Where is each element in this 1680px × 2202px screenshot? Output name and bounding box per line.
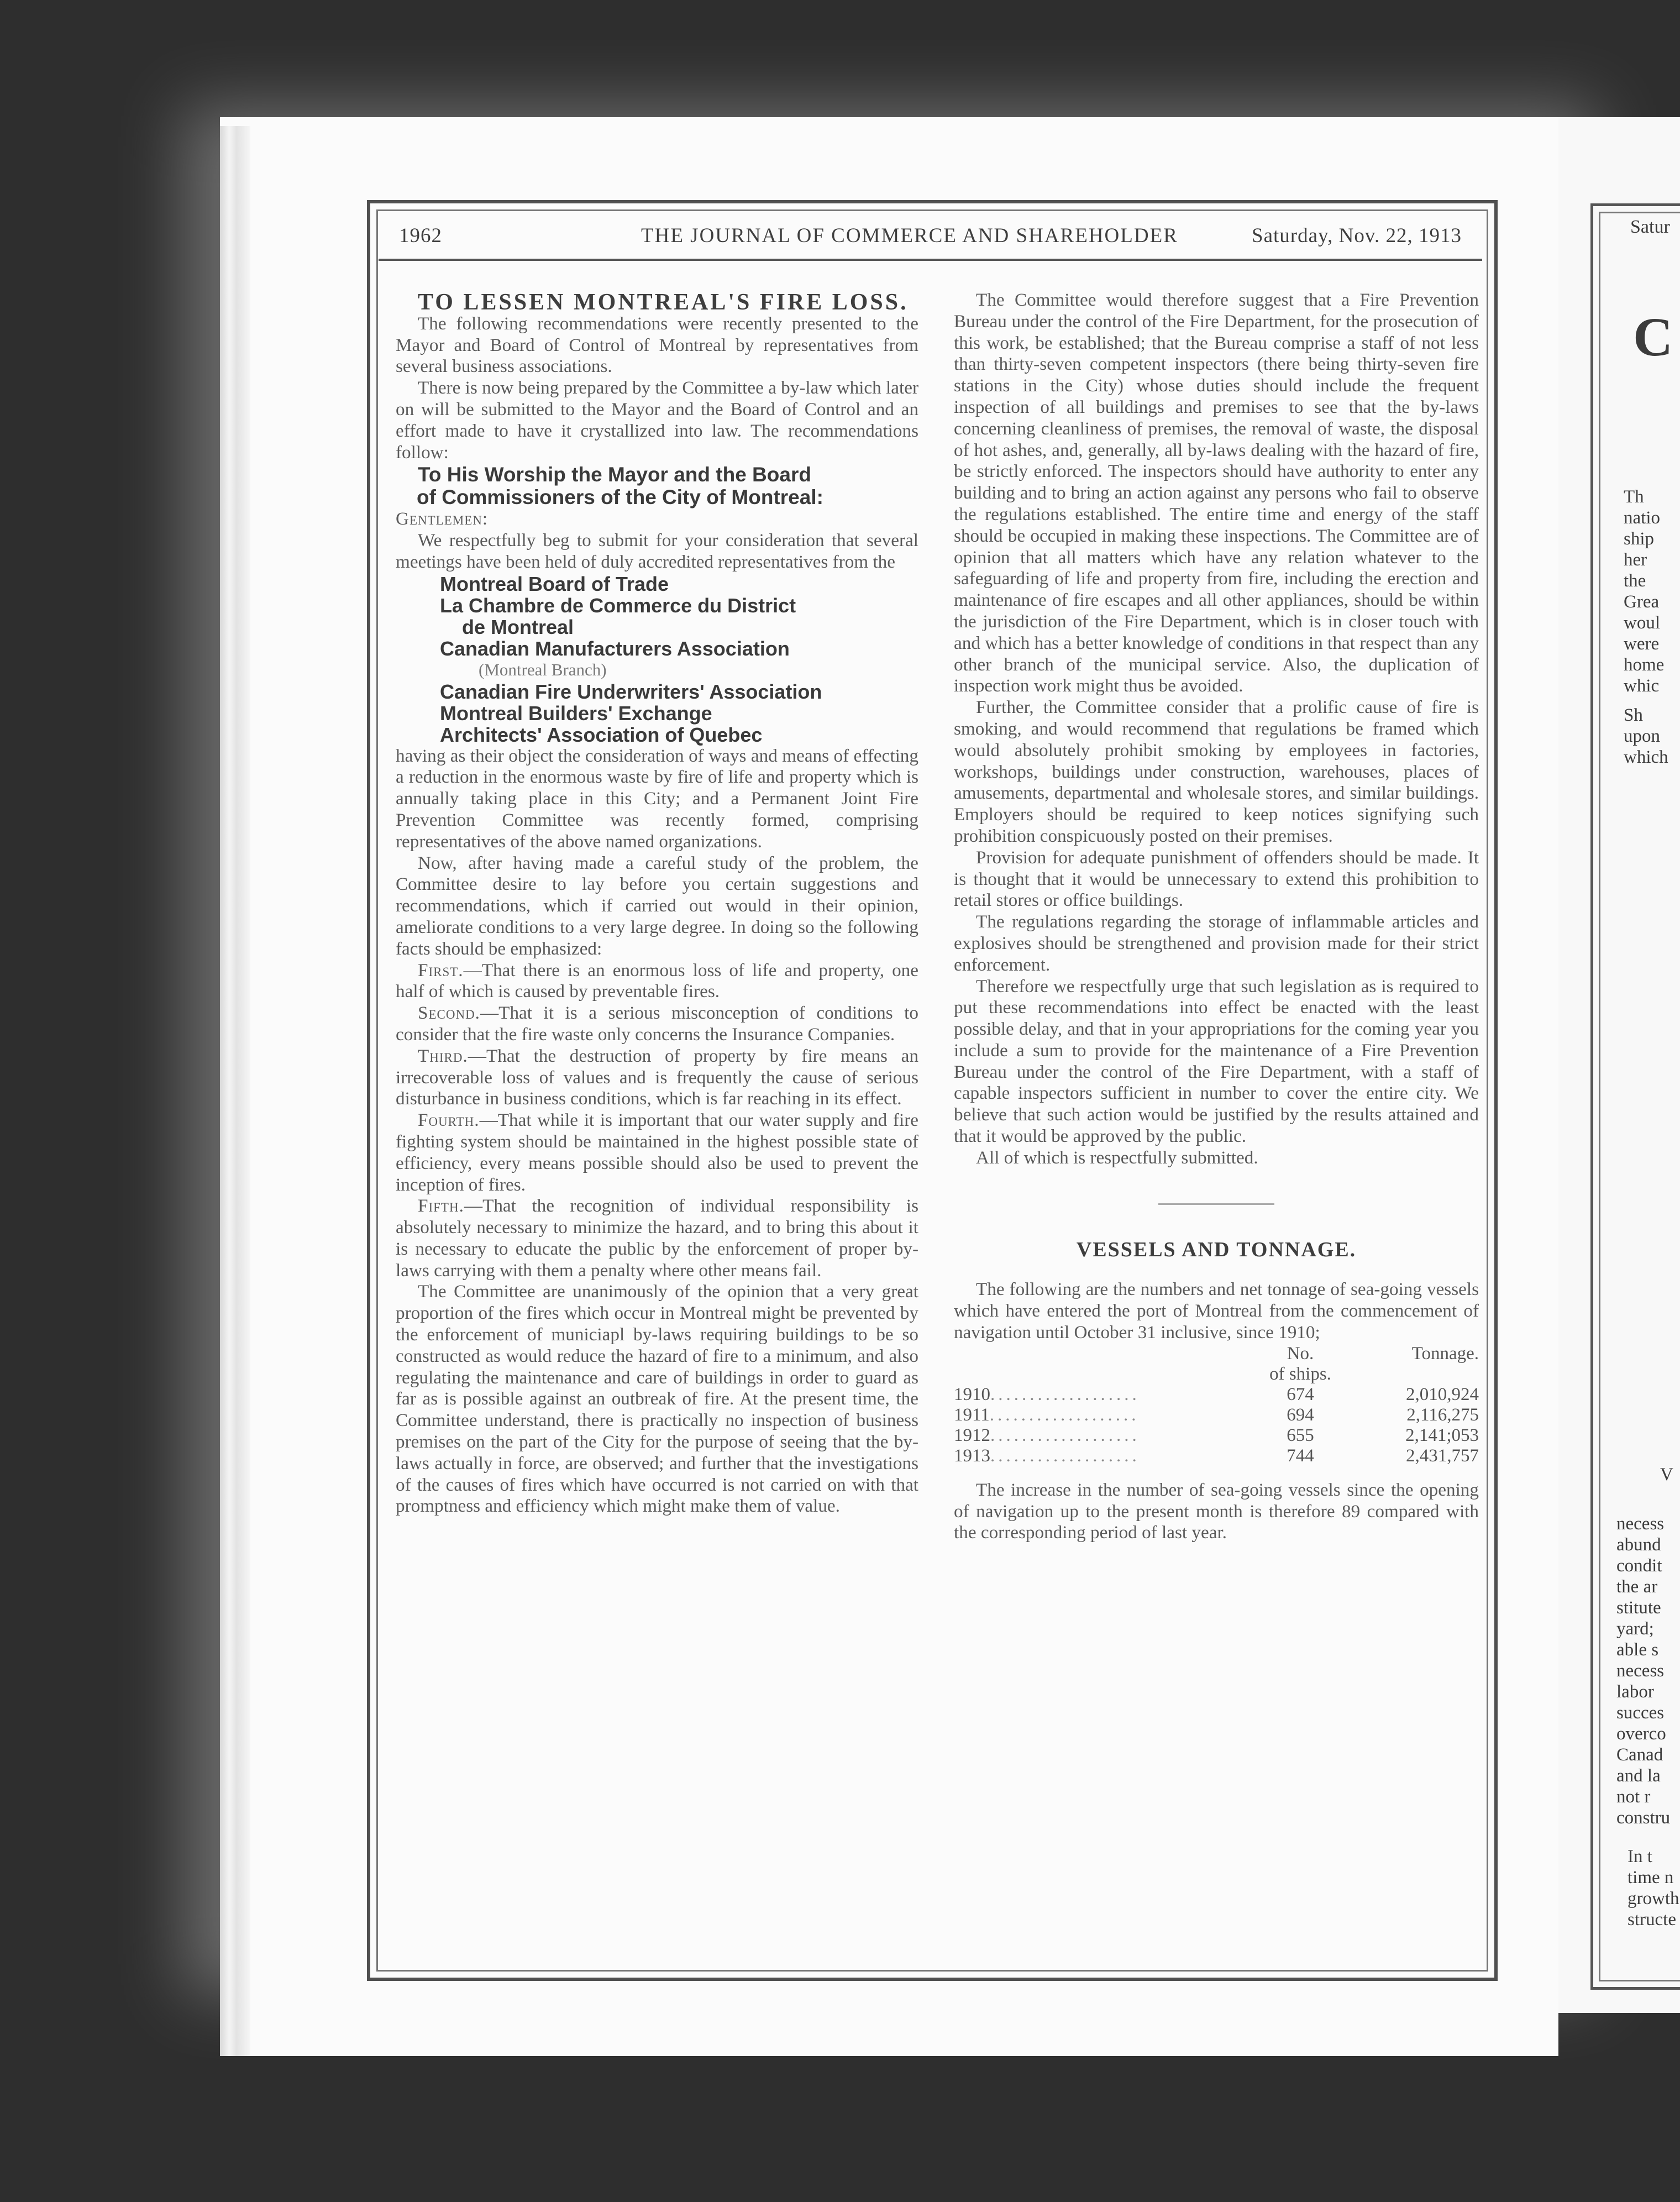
address-line-2: of Commissioners of the City of Montreal: — [417, 486, 823, 509]
fact-fourth-label: Fourth. — [418, 1110, 480, 1131]
next-page-drop-cap: C — [1633, 306, 1673, 368]
fact-third-text: —That the destruction of property by fire means an irrecoverable loss of values and is frequently the cause of serious disturbance in business conditions, which is far reaching in its effect. — [396, 1045, 918, 1109]
col-tonnage-header: Tonnage. — [1411, 1343, 1479, 1364]
next-page-fragment-line: structe — [1628, 1910, 1676, 1930]
issue-date: Saturday, Nov. 22, 1913 — [1252, 224, 1462, 247]
header-rule — [379, 259, 1482, 261]
left-column — [396, 292, 918, 1517]
leader-dots: ................... — [990, 1425, 1140, 1445]
next-page-fragment-line: the ar — [1616, 1577, 1658, 1597]
next-page-fragment-v: V — [1660, 1465, 1673, 1485]
org-builders-exchange: Montreal Builders' Exchange — [440, 701, 712, 725]
right-paragraph-5: Therefore we respectfully urge that such legislation as is required to put these recommendations into effect be enacted with the least possible delay, and that in your appropriations for the coming year you include a sum to provide for the maintenance of a Fire Prevention Bureau under the control of the Fire Department, with a staff of capable inspectors sufficient in number to cover the entire city. We believe that such action would be justified by the results attained and that it would be approved by the public. — [954, 976, 1479, 1147]
next-page-fragment-line: her — [1624, 550, 1647, 570]
fact-third-label: Third. — [418, 1045, 468, 1066]
right-paragraph-2: Further, the Committee consider that a prolific cause of fire is smoking, and would recommend that regulations be framed which would absolutely prohibit smoking by employees in factories, workshops, buildings under construction, warehouses, places of amusements, departmental and wholesale stores, and similar buildings. Employers should be required to keep notices signifying such prohibition conspicuously posted on their premises. — [954, 697, 1479, 846]
next-page-fragment-line: growth — [1628, 1889, 1679, 1909]
next-page-fragment-line: which — [1624, 747, 1668, 767]
next-page-fragment-line: stitute — [1616, 1598, 1661, 1618]
right-paragraph-1: The Committee would therefore suggest that a Fire Prevention Bureau under the control of the Fire Department, for the prosecution of this work, be established; that the Bureau comprise a staff of not less than thirty-seven competent inspectors (there being thirty-seven fire stations in the City) whose duties should include the frequent inspection of all buildings and premises to see that the by-laws concerning cleanliness of premises, the removal of waste, the disposal of hot ashes, and, generally, all by-laws dealing with the hazard of fire, be strictly enforced. The inspectors should have authority to enter any building and to bring an action against any persons who fail to observe the regulations established. The entire time and energy of the staff should be occupied in making these inspections. The Committee are of opinion that all matters which have any relation whatever to the safeguarding of life and property from fire, including the erection and maintenance of fire escapes and all other appliances, should be within the jurisdiction of the Fire Department, which is in closer touch with and which has a better knowledge of conditions in that respect than any other branch of the municipal service. Also, the duplication of inspection work might thus be avoided. — [954, 290, 1479, 696]
next-page-fragment-line: necess — [1616, 1514, 1665, 1534]
row-ships: 744 — [1287, 1445, 1314, 1466]
next-page-fragment-line: Grea — [1624, 592, 1660, 612]
address-line-1: To His Worship the Mayor and the Board — [418, 463, 811, 486]
next-page-header: Satur — [1630, 217, 1670, 237]
next-page-fragment-line: labor — [1616, 1682, 1654, 1702]
next-page-fragment-line: not r — [1616, 1787, 1651, 1807]
right-column — [954, 290, 1479, 1544]
next-page-fragments-d — [1628, 1846, 1679, 1930]
page-edge — [220, 126, 250, 2056]
next-page-fragment-line: In t — [1628, 1847, 1652, 1867]
article-separator — [1158, 1203, 1274, 1205]
next-page-fragments-c — [1616, 1513, 1670, 1828]
org-montreal-branch: (Montreal Branch) — [479, 659, 607, 679]
table-row — [954, 1405, 1479, 1425]
journal-title: THE JOURNAL OF COMMERCE AND SHAREHOLDER — [641, 224, 1178, 247]
col-ships-header — [1248, 1344, 1353, 1385]
vessels-intro: The following are the numbers and net tonnage of sea-going vessels which have entered the port of Montreal from the commencement of navigation until October 31 inclusive, since 1910; — [954, 1279, 1479, 1343]
row-year: 1913 — [954, 1445, 990, 1466]
fire-article-title: TO LESSEN MONTREAL'S FIRE LOSS. — [418, 290, 909, 315]
study-paragraph: Now, after having made a careful study of the problem, the Committee desire to lay before you certain suggestions and recommendations, which if carried out would in their opinion, ameliorate conditions to a very large degree. In doing so the following facts should be emphasized: — [396, 852, 918, 959]
next-page-fragment-line: ship — [1624, 529, 1655, 549]
vessels-article-title: VESSELS AND TONNAGE. — [1076, 1238, 1357, 1261]
next-page-fragment-line: condit — [1616, 1556, 1662, 1576]
fact-fifth-label: Fifth. — [418, 1196, 464, 1217]
committee-opinion-paragraph: The Committee are unanimously of the opinion that a very great proportion of the fires which occur in Montreal might be prevented by the enforcement of municiapl by-laws requiring buildings to be so constructed as would reduce the hazard of fire to a minimum, and also regulating the maintenance and care of buildings in order to guard as far as is possible against an outbreak of fire. At the present time, the Committee understand, there is practically no inspection of business premises on the part of the City for the purpose of seeing that the by-laws actually in force, are observed; and further that the investigations of the causes of fires which have occurred is not carried on with that promptness and efficiency which might make them of value. — [396, 1281, 918, 1517]
row-ships: 655 — [1287, 1425, 1314, 1445]
next-page-fragments-a — [1624, 486, 1664, 696]
next-page-fragment-line: were — [1624, 634, 1660, 654]
intro-paragraph-1: The following recommendations were recently presented to the Mayor and Board of Control of Montreal by representatives from several business associations. — [396, 313, 918, 377]
next-page-fragment-line: natio — [1624, 508, 1660, 528]
next-page-fragment-line: abund — [1616, 1535, 1661, 1555]
next-page-fragment-line: able s — [1616, 1640, 1659, 1660]
row-year: 1910 — [954, 1384, 990, 1404]
leader-dots: ................... — [990, 1445, 1140, 1466]
intro-paragraph-2: There is now being prepared by the Committee a by-law which later on will be submitted to the Mayor and the Board of Control and an effort made to have it crystallized into law. The recommendations follow: — [396, 378, 918, 463]
row-ships: 694 — [1287, 1404, 1314, 1425]
org-montreal-board-of-trade: Montreal Board of Trade — [440, 572, 669, 595]
lead-paragraph: We respectfully beg to submit for your consideration that several meetings have been held of duly accredited representatives from the — [396, 530, 918, 572]
address-heading — [396, 463, 918, 508]
fact-fourth — [396, 1110, 918, 1196]
table-row — [954, 1425, 1479, 1446]
col-ships-header-line2: of ships. — [1269, 1364, 1331, 1384]
salutation: Gentlemen: — [396, 508, 489, 529]
next-page-fragment-line: woul — [1624, 613, 1660, 633]
next-page-fragment-line: whic — [1624, 676, 1660, 696]
row-tonnage: 2,141;053 — [1405, 1425, 1479, 1445]
next-page-fragment-line: Sh — [1624, 705, 1643, 725]
leader-dots: ................... — [989, 1404, 1140, 1425]
next-page-fragment-line: necess — [1616, 1661, 1665, 1681]
fact-fifth-text: —That the recognition of individual responsibility is absolutely necessary to minimize the hazard, and to bring this about it is necessary to educate the public by the enforcement of proper by-laws carrying with them a penalty where other means fail. — [396, 1196, 918, 1281]
org-architects-association: Architects' Association of Quebec — [440, 723, 763, 746]
row-tonnage: 2,010,924 — [1406, 1384, 1479, 1404]
vessels-table-header — [954, 1344, 1479, 1385]
next-page-fragment-line: time n — [1628, 1868, 1674, 1888]
org-chambre-de-commerce: La Chambre de Commerce du District — [440, 594, 796, 617]
next-page-fragments-b — [1624, 705, 1668, 768]
next-page-fragment-line: the — [1624, 571, 1646, 591]
right-paragraph-3: Provision for adequate punishment of offenders should be made. It is thought that it would be unnecessary to extend this prohibition to retail stores or office buildings. — [954, 847, 1479, 911]
next-page-fragment-line: succes — [1616, 1703, 1665, 1723]
page-number: 1962 — [399, 224, 442, 247]
org-fire-underwriters: Canadian Fire Underwriters' Association — [440, 680, 822, 703]
next-page-fragment-line: Th — [1624, 487, 1644, 507]
table-row — [954, 1446, 1479, 1466]
fact-fifth — [396, 1196, 918, 1281]
fact-second-label: Second. — [418, 1003, 480, 1024]
next-page-fragment-line: home — [1624, 655, 1665, 675]
next-page-fragment-line: constru — [1616, 1808, 1671, 1828]
vessels-closing: The increase in the number of sea-going vessels since the opening of navigation up to the present month is therefore 89 compared with the corresponding period of last year. — [954, 1479, 1479, 1543]
after-orgs-paragraph: having as their object the consideration of ways and means of effecting a reduction in the enormous waste by fire of life and property which is annually taking place in this City; and a Permanent Joint Fire Prevention Committee was recently formed, comprising representatives of the above named organizations. — [396, 745, 918, 852]
row-tonnage: 2,116,275 — [1406, 1404, 1479, 1425]
col-ships-header-line1: No. — [1287, 1343, 1314, 1364]
fact-third — [396, 1046, 918, 1110]
next-page-fragment-line: overco — [1616, 1724, 1666, 1744]
fact-fourth-text: —That while it is important that our water supply and fire fighting system should be maintained in the highest possible state of efficiency, every means possible should also be used to prevent the inception of fires. — [396, 1110, 918, 1195]
leader-dots: ................... — [990, 1384, 1140, 1404]
fact-second-text: —That it is a serious misconception of conditions to consider that the fire waste only concerns the Insurance Companies. — [396, 1003, 918, 1045]
vessels-table — [954, 1344, 1479, 1466]
org-chambre-de-commerce-line2: de Montreal — [462, 615, 574, 638]
row-ships: 674 — [1287, 1384, 1314, 1404]
next-page-fragment-line: yard; — [1616, 1619, 1654, 1639]
next-page-fragment-line: and la — [1616, 1766, 1661, 1786]
row-tonnage: 2,431,757 — [1406, 1445, 1479, 1466]
fact-second — [396, 1003, 918, 1046]
row-year: 1911 — [954, 1404, 990, 1425]
next-page-fragment-line: Canad — [1616, 1745, 1663, 1765]
table-row — [954, 1385, 1479, 1405]
org-canadian-manufacturers: Canadian Manufacturers Association — [440, 637, 790, 660]
fact-first-text: —That there is an enormous loss of life and property, one half of which is caused by preventable fires. — [396, 960, 918, 1002]
next-page-fragment-line: upon — [1624, 726, 1660, 746]
row-year: 1912 — [954, 1425, 990, 1445]
right-paragraph-6: All of which is respectfully submitted. — [976, 1147, 1258, 1168]
fact-first-label: First. — [418, 960, 464, 981]
right-paragraph-4: The regulations regarding the storage of inflammable articles and explosives should be strengthened and provision made for their strict enforcement. — [954, 911, 1479, 975]
fact-first — [396, 960, 918, 1003]
